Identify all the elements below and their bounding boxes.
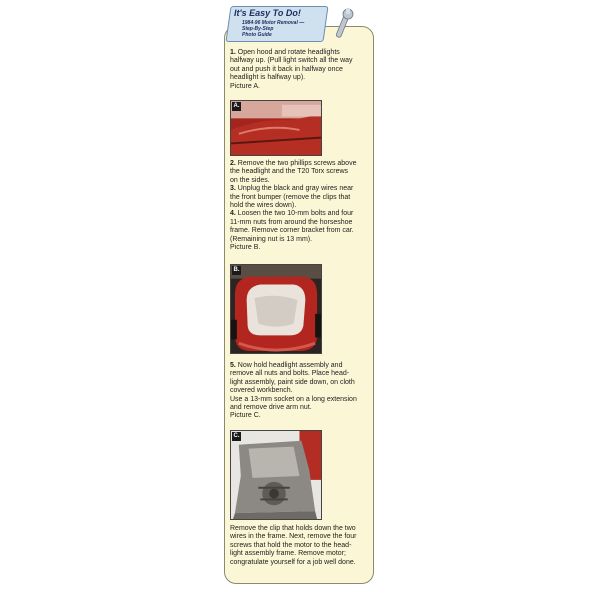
step-number: 5.: [230, 362, 236, 369]
step-line: Picture C.: [230, 412, 261, 420]
step-number: 1.: [230, 49, 236, 56]
step-line: frame. Remove corner bracket from car.: [230, 227, 354, 235]
step-line: headlight is halfway up).: [230, 74, 306, 82]
photo-label: B.: [233, 267, 240, 273]
step-number: 3.: [230, 185, 236, 193]
photo-label: C.: [233, 433, 240, 439]
step-line: on the sides.: [230, 176, 270, 184]
step-line: light assembly frame. Remove motor;: [230, 550, 346, 558]
step-line: Remove the two phillips screws above: [237, 160, 357, 167]
step-line: Use a 13-mm socket on a long extension: [230, 395, 357, 403]
step-number: 2.: [230, 160, 236, 167]
step-line: Remove the clip that holds down the two: [230, 525, 356, 532]
step-line: light assembly, paint side down, on cloth: [230, 378, 355, 386]
step-line: halfway up. (Pull light switch all the way: [230, 57, 353, 65]
step-line: Picture B.: [230, 244, 261, 252]
guide-header: [228, 6, 374, 46]
step-line: the headlight and the T20 Torx screws: [230, 168, 349, 176]
step-line: out and push it back in halfway once: [230, 65, 343, 73]
photo-a: [230, 100, 322, 156]
step-line: screws that hold the motor to the head-: [230, 541, 352, 549]
header-subtitle: [242, 20, 322, 38]
photo-c: [230, 430, 322, 520]
step-line: Now hold headlight assembly and: [237, 362, 343, 369]
step-number: 4.: [230, 210, 236, 218]
photo-label: A.: [233, 103, 240, 109]
photo-a-image: [231, 101, 321, 155]
header-title: It's Easy To Do!: [234, 8, 301, 18]
photo-b-image: [231, 265, 321, 353]
step-line: the front bumper (remove the clips that: [230, 193, 351, 201]
steps-2-4-text: [230, 160, 372, 252]
header-subtitle-line: 1984-96 Motor Removal —: [242, 20, 305, 26]
header-subtitle-line: Step-By-Step: [242, 26, 274, 32]
step-line: remove all nuts and bolts. Place head-: [230, 370, 350, 378]
step-line: 11-mm nuts from around the horseshoe: [230, 218, 353, 226]
step-line: (Remaining nut is 13 mm).: [230, 235, 313, 243]
step-line: congratulate yourself for a job well done.: [230, 558, 356, 566]
header-subtitle-line: Photo Guide: [242, 32, 272, 38]
step-line: Picture A.: [230, 82, 260, 90]
step-line: Unplug the black and gray wires near: [237, 185, 354, 193]
photo-b: [230, 264, 322, 354]
photo-c-image: [231, 431, 321, 519]
step-line: and remove drive arm nut.: [230, 404, 312, 412]
step-line: Loosen the two 10-mm bolts and four: [237, 210, 354, 218]
step-line: Open hood and rotate headlights: [237, 49, 340, 56]
step-line: hold the wires down).: [230, 202, 297, 210]
step-5-text: [230, 362, 372, 421]
wrench-icon: [328, 8, 358, 42]
step-line: wires in the frame. Next, remove the four: [230, 533, 357, 541]
step-1-text: [230, 49, 372, 91]
final-step-text: [230, 525, 372, 567]
step-line: covered workbench.: [230, 387, 293, 395]
